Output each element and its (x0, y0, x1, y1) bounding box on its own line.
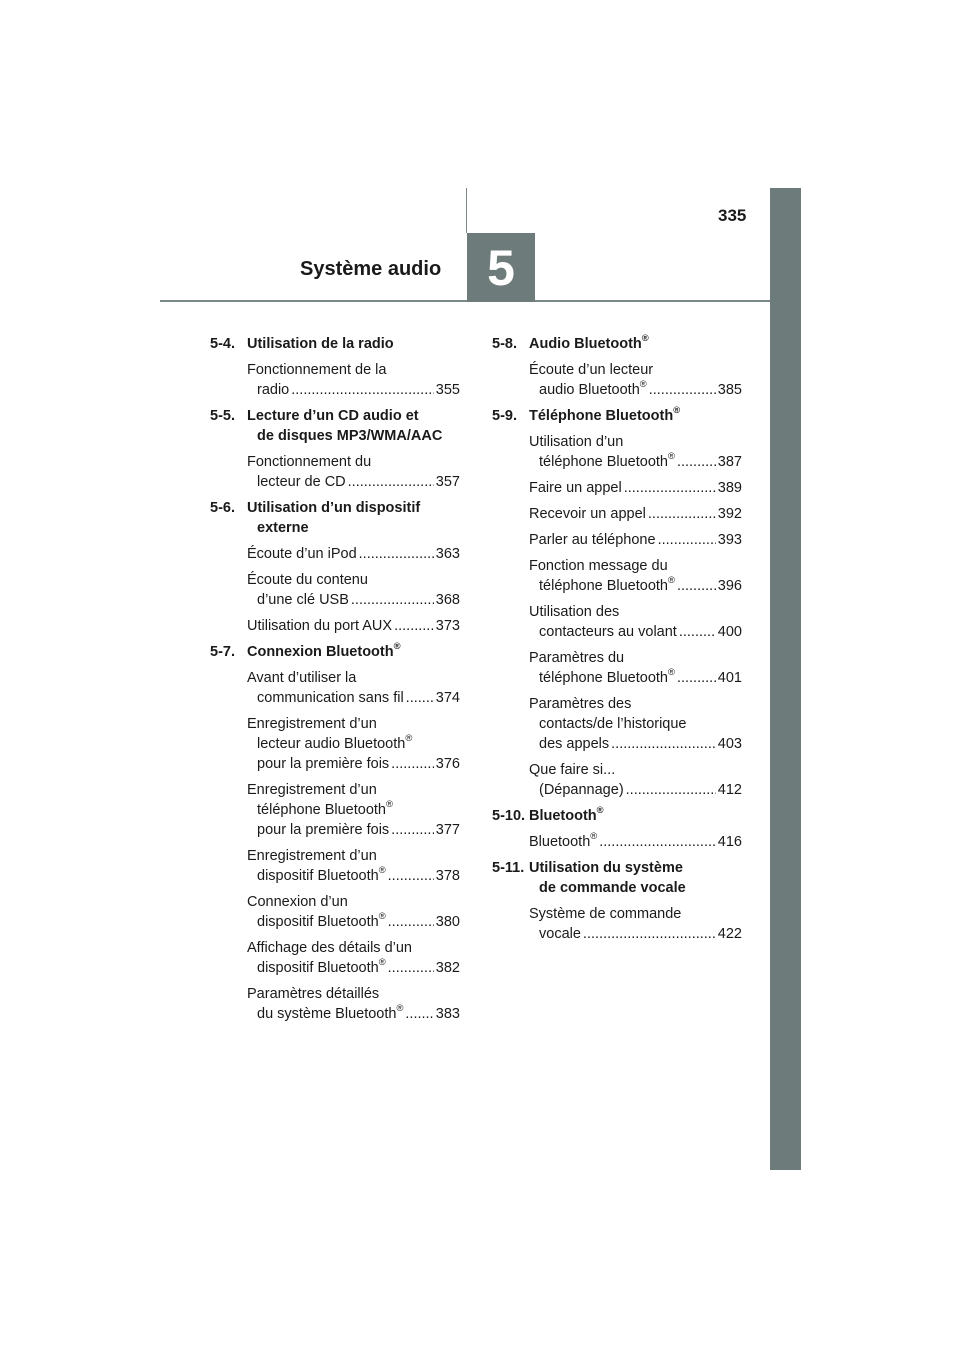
toc-page-number: 393 (717, 532, 742, 548)
section-title (529, 858, 742, 898)
toc-page-number: 382 (435, 960, 460, 976)
toc-entry-line (247, 570, 460, 590)
toc-entry-line (247, 360, 460, 380)
section-number: 5-7. (210, 644, 235, 660)
toc-entry[interactable] (492, 504, 742, 524)
dot-leader (391, 754, 434, 774)
section-title (247, 498, 460, 538)
toc-entry[interactable] (210, 714, 460, 774)
toc-entry-text: dispositif Bluetooth (257, 868, 379, 884)
dot-leader (677, 576, 716, 596)
toc-left-column (210, 334, 460, 1030)
toc-entry-last-line (529, 380, 742, 400)
dot-leader (348, 472, 434, 492)
toc-entry[interactable] (492, 648, 742, 688)
chapter-number-box (467, 233, 535, 302)
chapter-title: Système audio (300, 258, 442, 280)
toc-entry-label (539, 780, 624, 800)
section-title-line-wrap (247, 640, 401, 660)
toc-entry[interactable] (210, 360, 460, 400)
toc-section-heading (492, 406, 742, 426)
toc-entry-text: Système de commande (529, 906, 682, 922)
section-title (247, 334, 460, 354)
toc-entry-label (257, 688, 404, 708)
toc-page-number: 422 (717, 926, 742, 942)
toc-page-number: 377 (435, 822, 460, 838)
section-title-line: Connexion Bluetooth (247, 644, 394, 660)
toc-entry-label (539, 668, 675, 688)
toc-entry-line (247, 800, 460, 820)
toc-entry-text: Fonctionnement du (247, 454, 372, 470)
toc-entry-label (529, 530, 656, 550)
toc-entry[interactable] (492, 760, 742, 800)
section-title-line: Audio Bluetooth (529, 336, 642, 352)
toc-entry-label (257, 820, 389, 840)
section-title-line: de disques MP3/WMA/AAC (257, 428, 443, 444)
section-title (247, 406, 460, 446)
toc-entry-last-line (529, 622, 742, 642)
section-title (529, 406, 742, 426)
toc-entry-text: Parler au téléphone (529, 532, 656, 548)
toc-entry-label (529, 832, 597, 852)
toc-page-number: 363 (435, 546, 460, 562)
registered-mark: ® (393, 640, 401, 652)
toc-page-number: 355 (435, 382, 460, 398)
header-vertical-rule (466, 188, 467, 233)
toc-entry-text: dispositif Bluetooth (257, 960, 379, 976)
page-number: 335 (718, 206, 747, 225)
toc-entry-label (257, 912, 386, 932)
toc-section-heading (210, 334, 460, 354)
chapter-number: 5 (487, 239, 515, 296)
toc-entry-last-line (247, 472, 460, 492)
toc-entry-text: Enregistrement d’un (247, 848, 377, 864)
toc-entry-last-line (529, 780, 742, 800)
toc-entry-text: audio Bluetooth (539, 382, 640, 398)
toc-entry-text: Enregistrement d’un (247, 716, 377, 732)
toc-entry[interactable] (210, 846, 460, 886)
toc-entry-text: Utilisation des (529, 604, 620, 620)
toc-entry[interactable] (210, 668, 460, 708)
toc-section-heading (210, 642, 460, 662)
toc-page-number: 357 (435, 474, 460, 490)
dot-leader (648, 504, 716, 524)
registered-mark: ® (405, 732, 413, 744)
header-horizontal-rule (160, 300, 770, 302)
section-title-line: Utilisation de la radio (247, 336, 394, 352)
toc-entry-text: téléphone Bluetooth (539, 454, 668, 470)
toc-entry-last-line (247, 912, 460, 932)
toc-entry-last-line (247, 866, 460, 886)
toc-entry-text: contacts/de l’historique (539, 716, 687, 732)
toc-entry[interactable] (210, 892, 460, 932)
toc-entry-text: Que faire si... (529, 762, 616, 778)
toc-entry-text: Écoute d’un lecteur (529, 362, 654, 378)
toc-entry-text: lecteur audio Bluetooth (257, 736, 406, 752)
toc-section-heading (210, 406, 460, 446)
toc-entry-text: contacteurs au volant (539, 624, 677, 640)
toc-entry-line (247, 780, 460, 800)
toc-page-number: 376 (435, 756, 460, 772)
toc-entry-label (539, 734, 609, 754)
dot-leader (388, 912, 434, 932)
toc-page-number: 374 (435, 690, 460, 706)
toc-entry-label (539, 452, 675, 472)
toc-entry-label (257, 866, 386, 886)
toc-page-number: 401 (717, 670, 742, 686)
dot-leader (583, 924, 716, 944)
dot-leader (626, 780, 716, 800)
toc-entry-line (529, 360, 742, 380)
toc-entry-label (247, 544, 357, 564)
toc-page-number: 416 (717, 834, 742, 850)
toc-page-number: 385 (717, 382, 742, 398)
toc-entry-last-line (529, 452, 742, 472)
toc-entry-label (539, 924, 581, 944)
toc-entry-line (247, 938, 460, 958)
toc-entry-line (247, 892, 460, 912)
toc-page-number: 400 (717, 624, 742, 640)
toc-entry[interactable] (492, 832, 742, 852)
toc-entry-line (529, 714, 742, 734)
registered-mark: ® (668, 450, 675, 462)
toc-entry-text: téléphone Bluetooth (257, 802, 386, 818)
registered-mark: ® (639, 378, 647, 390)
toc-entry-line (247, 668, 460, 688)
section-title (247, 642, 460, 662)
toc-entry-last-line (247, 544, 460, 564)
toc-page-number: 380 (435, 914, 460, 930)
toc-page-number: 392 (717, 506, 742, 522)
section-number: 5-8. (492, 336, 517, 352)
section-title (529, 806, 742, 826)
toc-entry[interactable] (492, 478, 742, 498)
registered-mark: ® (668, 666, 675, 678)
section-title-line-wrap (529, 332, 649, 352)
toc-entry-text: Recevoir un appel (529, 506, 646, 522)
toc-entry-last-line (529, 530, 742, 550)
registered-mark: ® (378, 910, 386, 922)
dot-leader (394, 616, 434, 636)
section-title-line: de commande vocale (539, 880, 686, 896)
toc-entry[interactable] (492, 556, 742, 596)
toc-entry-text: Paramètres détaillés (247, 986, 380, 1002)
toc-entry-text: Fonctionnement de la (247, 362, 387, 378)
toc-entry-last-line (529, 576, 742, 596)
toc-entry-last-line (247, 754, 460, 774)
toc-entry-last-line (247, 820, 460, 840)
dot-leader (388, 958, 434, 978)
dot-leader (677, 668, 716, 688)
toc-entry-last-line (529, 734, 742, 754)
dot-leader (658, 530, 716, 550)
toc-entry-text: Écoute du contenu (247, 572, 368, 588)
toc-entry-last-line (247, 616, 460, 636)
toc-entry-text: Faire un appel (529, 480, 622, 496)
toc-entry-text: vocale (539, 926, 581, 942)
toc-entry-line (247, 714, 460, 734)
toc-page-number: 383 (435, 1006, 460, 1022)
registered-mark: ® (386, 798, 393, 810)
toc-entry-text: Paramètres des (529, 696, 632, 712)
dot-leader (388, 866, 434, 886)
dot-leader (599, 832, 716, 852)
dot-leader (391, 820, 434, 840)
dot-leader (291, 380, 434, 400)
toc-entry-line (529, 556, 742, 576)
toc-entry-text: du système Bluetooth (257, 1006, 397, 1022)
dot-leader (611, 734, 716, 754)
toc-entry-last-line (529, 924, 742, 944)
toc-entry-text: Enregistrement d’un (247, 782, 377, 798)
toc-entry-text: communication sans fil (257, 690, 404, 706)
dot-leader (359, 544, 434, 564)
toc-entry-text: Écoute d’un iPod (247, 546, 357, 562)
toc-entry-text: Paramètres du (529, 650, 625, 666)
registered-mark: ® (378, 956, 386, 968)
toc-entry-label (257, 1004, 403, 1024)
toc-entry-text: Avant d’utiliser la (247, 670, 357, 686)
toc-entry-text: d’une clé USB (257, 592, 349, 608)
toc-entry-text: dispositif Bluetooth (257, 914, 379, 930)
toc-entry-text: Connexion d’un (247, 894, 348, 910)
registered-mark: ® (590, 830, 598, 842)
registered-mark: ® (596, 804, 604, 816)
section-number: 5-10. (492, 808, 526, 824)
toc-entry[interactable] (492, 602, 742, 642)
toc-entry-text: des appels (539, 736, 610, 752)
dot-leader (649, 380, 716, 400)
section-title-line-wrap (529, 804, 604, 824)
dot-leader (405, 1004, 433, 1024)
toc-section-heading (492, 858, 742, 898)
section-title-line: Bluetooth (529, 808, 597, 824)
toc-entry-text: Bluetooth (529, 834, 591, 850)
toc-entry-label (257, 958, 386, 978)
toc-entry-label (539, 622, 677, 642)
toc-entry-last-line (529, 668, 742, 688)
toc-entry-text: Affichage des détails d’un (247, 940, 412, 956)
dot-leader (406, 688, 434, 708)
toc-entry-text: Fonction message du (529, 558, 668, 574)
toc-entry[interactable] (210, 452, 460, 492)
toc-entry-text: téléphone Bluetooth (539, 578, 668, 594)
section-title (529, 334, 742, 354)
toc-entry-line (529, 904, 742, 924)
toc-entry-line (529, 602, 742, 622)
toc-entry-last-line (247, 688, 460, 708)
toc-entry-line (247, 846, 460, 866)
section-number: 5-9. (492, 408, 517, 424)
toc-entry[interactable] (210, 544, 460, 564)
toc-entry-text: radio (257, 382, 290, 398)
toc-entry-label (257, 754, 389, 774)
section-title-line: externe (257, 520, 309, 536)
toc-entry-line (247, 452, 460, 472)
toc-entry-label (257, 472, 346, 492)
toc-entry-label (529, 504, 646, 524)
toc-entry-line (529, 760, 742, 780)
toc-entry-last-line (247, 1004, 460, 1024)
registered-mark: ® (396, 1002, 404, 1014)
toc-section-heading (210, 498, 460, 538)
toc-entry[interactable] (492, 360, 742, 400)
toc-entry[interactable] (210, 938, 460, 978)
toc-entry-line (529, 694, 742, 714)
toc-entry[interactable] (210, 570, 460, 610)
section-title-line-wrap (529, 404, 681, 424)
chapter-side-tab (770, 188, 801, 1170)
toc-entry-line (529, 648, 742, 668)
toc-entry[interactable] (492, 432, 742, 472)
toc-entry-last-line (247, 380, 460, 400)
toc-entry-label (529, 478, 622, 498)
toc-entry-line (247, 734, 460, 754)
toc-entry[interactable] (210, 780, 460, 840)
toc-entry-last-line (529, 504, 742, 524)
dot-leader (351, 590, 434, 610)
toc-page-number: 403 (717, 736, 742, 752)
registered-mark: ® (668, 574, 675, 586)
toc-entry-text: pour la première fois (257, 822, 390, 838)
toc-entry-text: téléphone Bluetooth (539, 670, 668, 686)
toc-entry-text: Utilisation d’un (529, 434, 624, 450)
section-title-line: Utilisation du système (529, 860, 683, 876)
toc-section-heading (492, 334, 742, 354)
toc-entry-last-line (247, 958, 460, 978)
toc-entry-line (247, 984, 460, 1004)
section-number: 5-11. (492, 860, 525, 876)
toc-entry-text: Utilisation du port AUX (247, 618, 393, 634)
toc-page-number: 412 (717, 782, 742, 798)
toc-page-number: 378 (435, 868, 460, 884)
section-number: 5-5. (210, 408, 235, 424)
toc-entry[interactable] (210, 616, 460, 636)
toc-entry-text: lecteur de CD (257, 474, 346, 490)
toc-page-number: 389 (717, 480, 742, 496)
toc-entry[interactable] (492, 530, 742, 550)
section-title-line: Utilisation d’un dispositif (247, 500, 421, 516)
registered-mark: ® (673, 404, 681, 416)
dot-leader (624, 478, 716, 498)
toc-entry-line (529, 432, 742, 452)
toc-entry-label (257, 380, 289, 400)
toc-entry[interactable] (492, 904, 742, 944)
toc-entry-label (539, 380, 647, 400)
registered-mark: ® (378, 864, 386, 876)
toc-entry-last-line (529, 478, 742, 498)
toc-entry-label (257, 590, 349, 610)
toc-right-column (492, 334, 742, 950)
section-title-line: Téléphone Bluetooth (529, 408, 674, 424)
toc-entry-label (539, 576, 675, 596)
toc-entry-text: pour la première fois (257, 756, 390, 772)
section-number: 5-6. (210, 500, 235, 516)
toc-entry-last-line (529, 832, 742, 852)
toc-entry-last-line (247, 590, 460, 610)
toc-entry-label (247, 616, 392, 636)
toc-entry[interactable] (492, 694, 742, 754)
toc-page-number: 396 (717, 578, 742, 594)
dot-leader (679, 622, 716, 642)
toc-entry-text: (Dépannage) (539, 782, 624, 798)
registered-mark: ® (641, 332, 649, 344)
toc-page-number: 373 (435, 618, 460, 634)
toc-entry[interactable] (210, 984, 460, 1024)
toc-page-number: 387 (717, 454, 742, 470)
toc-page-number: 368 (435, 592, 460, 608)
toc-section-heading (492, 806, 742, 826)
section-title-line: Lecture d’un CD audio et (247, 408, 419, 424)
section-number: 5-4. (210, 336, 235, 352)
dot-leader (677, 452, 716, 472)
